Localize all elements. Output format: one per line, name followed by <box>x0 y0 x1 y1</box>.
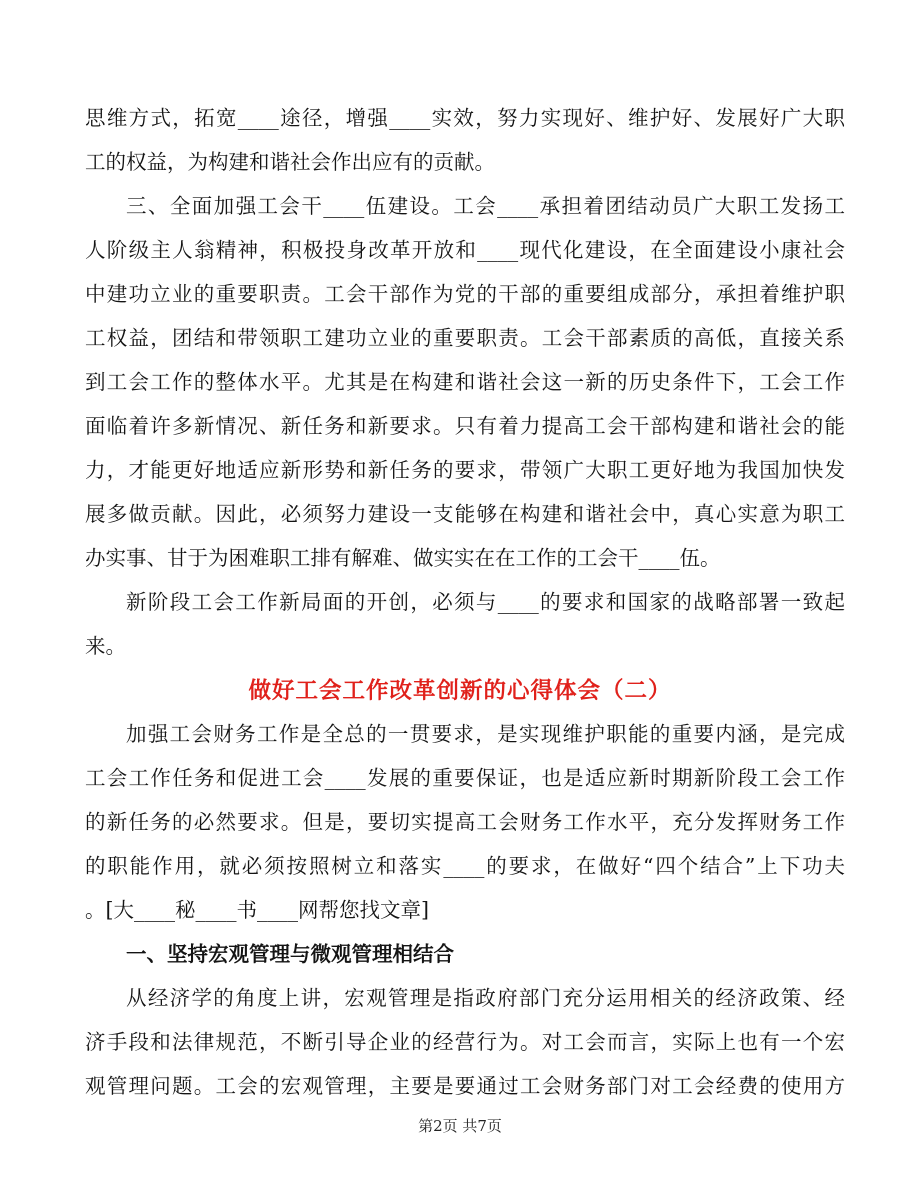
paragraph-line: 工权益，团结和带领职工建功立业的重要职责。工会干部素质的高低，直接关系 <box>85 326 845 350</box>
paragraph-line: 人阶级主人翁精神，积极投身改革开放和____现代化建设，在全面建设小康社会 <box>85 238 845 262</box>
paragraph-line: 从经济学的角度上讲，宏观管理是指政府部门充分运用相关的经济政策、经 <box>126 986 845 1010</box>
paragraph-line: 到工会工作的整体水平。尤其是在构建和谐社会这一新的历史条件下，工会工作 <box>85 370 845 394</box>
paragraph-line: 的职能作用，就必须按照树立和落实____的要求，在做好“四个结合”上下功夫 <box>85 854 845 878</box>
paragraph-line: 工的权益，为构建和谐社会作出应有的贡献。 <box>85 150 495 174</box>
paragraph-line: 思维方式，拓宽____途径，增强____实效，努力实现好、维护好、发展好广大职 <box>85 106 845 130</box>
page-footer: 第2页 共7页 <box>418 1117 502 1135</box>
paragraph-line: 展多做贡献。因此，必须努力建设一支能够在构建和谐社会中，真心实意为职工 <box>85 502 845 526</box>
section-title: 做好工会工作改革创新的心得体会（二） <box>248 678 672 704</box>
paragraph-line: 办实事、甘于为困难职工排有解难、做实实在在工作的工会干____伍。 <box>85 546 721 570</box>
paragraph-line: 工会工作任务和促进工会____发展的重要保证，也是适应新时期新阶段工会工作 <box>85 766 845 790</box>
paragraph-line: 新阶段工会工作新局面的开创，必须与____的要求和国家的战略部署一致起 <box>126 590 845 614</box>
paragraph-line: 来。 <box>85 634 126 658</box>
paragraph-line: 面临着许多新情况、新任务和新要求。只有着力提高工会干部构建和谐社会的能 <box>85 414 845 438</box>
paragraph-line: 力，才能更好地适应新形势和新任务的要求，带领广大职工更好地为我国加快发 <box>85 458 845 482</box>
paragraph-line: 加强工会财务工作是全总的一贯要求，是实现维护职能的重要内涵，是完成 <box>126 722 845 746</box>
paragraph-line: 观管理问题。工会的宏观管理，主要是要通过工会财务部门对工会经费的使用方 <box>85 1074 845 1098</box>
paragraph-line: 济手段和法律规范，不断引导企业的经营行为。对工会而言，实际上也有一个宏 <box>85 1030 845 1054</box>
paragraph-line: 。[大____秘____书____网帮您找文章] <box>85 898 429 922</box>
paragraph-line: 三、全面加强工会干____伍建设。工会____承担着团结动员广大职工发扬工 <box>126 194 845 218</box>
subheading: 一、坚持宏观管理与微观管理相结合 <box>126 942 454 966</box>
paragraph-line: 中建功立业的重要职责。工会干部作为党的干部的重要组成部分，承担着维护职 <box>85 282 845 306</box>
paragraph-line: 的新任务的必然要求。但是，要切实提高工会财务工作水平，充分发挥财务工作 <box>85 810 845 834</box>
